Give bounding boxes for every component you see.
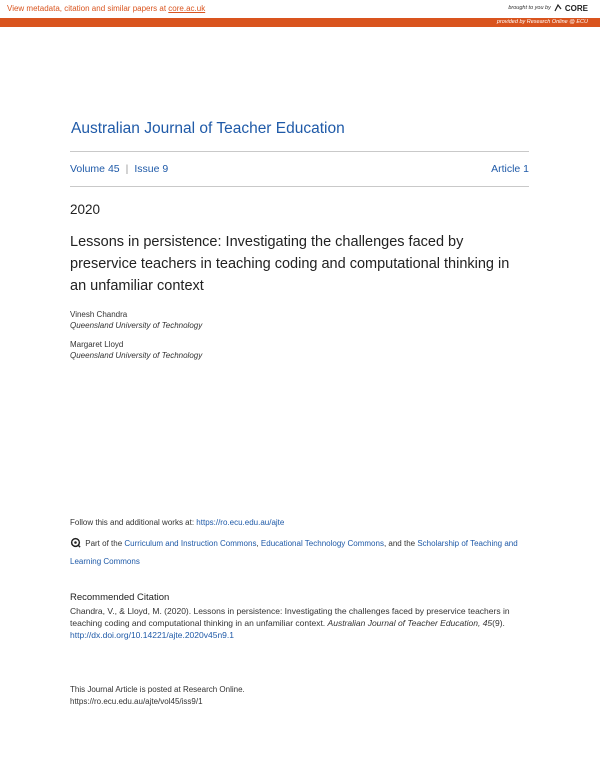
citation-journal: Australian Journal of Teacher Education, 45 xyxy=(327,618,493,628)
journal-title[interactable]: Australian Journal of Teacher Education xyxy=(71,120,345,137)
brought-by-text: brought to you by xyxy=(508,5,551,11)
core-logo[interactable] xyxy=(553,3,588,13)
provided-by-bar xyxy=(0,18,600,27)
author-2 xyxy=(70,339,202,361)
citation-issue: (9). xyxy=(492,618,505,628)
provided-by-text[interactable]: provided by Research Online @ ECU xyxy=(496,19,588,25)
brought-to-you-by xyxy=(508,3,588,13)
separator: | xyxy=(125,163,129,175)
article-link[interactable]: Article 1 xyxy=(491,163,529,175)
recommended-citation-heading: Recommended Citation xyxy=(70,592,170,603)
follow-line xyxy=(70,518,284,527)
volume-issue-row xyxy=(70,163,529,175)
core-logo-text: CORE xyxy=(564,3,588,13)
follow-link[interactable]: https://ro.ecu.edu.au/ajte xyxy=(196,518,285,527)
follow-text: Follow this and additional works at: xyxy=(70,518,195,527)
and-the: , and the xyxy=(383,539,416,548)
publication-year: 2020 xyxy=(70,202,101,217)
issue-link[interactable]: Issue 9 xyxy=(134,163,169,175)
author-1 xyxy=(70,309,202,331)
author-affiliation: Queensland University of Technology xyxy=(70,351,203,360)
metadata-link[interactable] xyxy=(7,4,205,13)
volume-link[interactable]: Volume 45 xyxy=(70,163,120,175)
paper-title: Lessons in persistence: Investigating the challenges faced by preservice teachers in teaching coding and computational thinking in an unfamiliar context xyxy=(70,234,510,294)
core-logo-icon xyxy=(553,3,563,13)
author-name: Margaret Lloyd xyxy=(70,340,124,349)
posted-url[interactable]: https://ro.ecu.edu.au/ajte/vol45/iss9/1 xyxy=(70,697,203,706)
edtech-commons-link[interactable]: Educational Technology Commons xyxy=(260,539,384,548)
comma: , xyxy=(256,539,259,548)
posted-text: This Journal Article is posted at Research Online. xyxy=(70,685,245,694)
author-affiliation: Queensland University of Technology xyxy=(70,321,203,330)
sotl-commons-link[interactable]: Scholarship of Teaching and Learning Commons xyxy=(70,539,518,566)
citation-body: Chandra, V., & Lloyd, M. (2020). Lessons in persistence: Investigating the challenges faced by preservice teachers in teaching coding and computational thinking in an unfamiliar context. xyxy=(70,606,510,628)
network-icon xyxy=(70,537,81,548)
curriculum-commons-link[interactable]: Curriculum and Instruction Commons xyxy=(124,539,257,548)
divider-bottom xyxy=(70,186,529,187)
doi-link[interactable]: http://dx.doi.org/10.14221/ajte.2020v45n9.1 xyxy=(70,630,234,640)
metadata-text: View metadata, citation and similar papers at xyxy=(7,4,167,13)
core-header-bar xyxy=(0,0,600,18)
part-of-line xyxy=(70,535,530,571)
core-link[interactable]: core.ac.uk xyxy=(168,4,206,13)
part-of-prefix: Part of the xyxy=(85,539,123,548)
divider-top xyxy=(70,151,529,152)
citation-text xyxy=(70,605,530,641)
author-name: Vinesh Chandra xyxy=(70,310,128,319)
posted-at xyxy=(70,684,245,708)
